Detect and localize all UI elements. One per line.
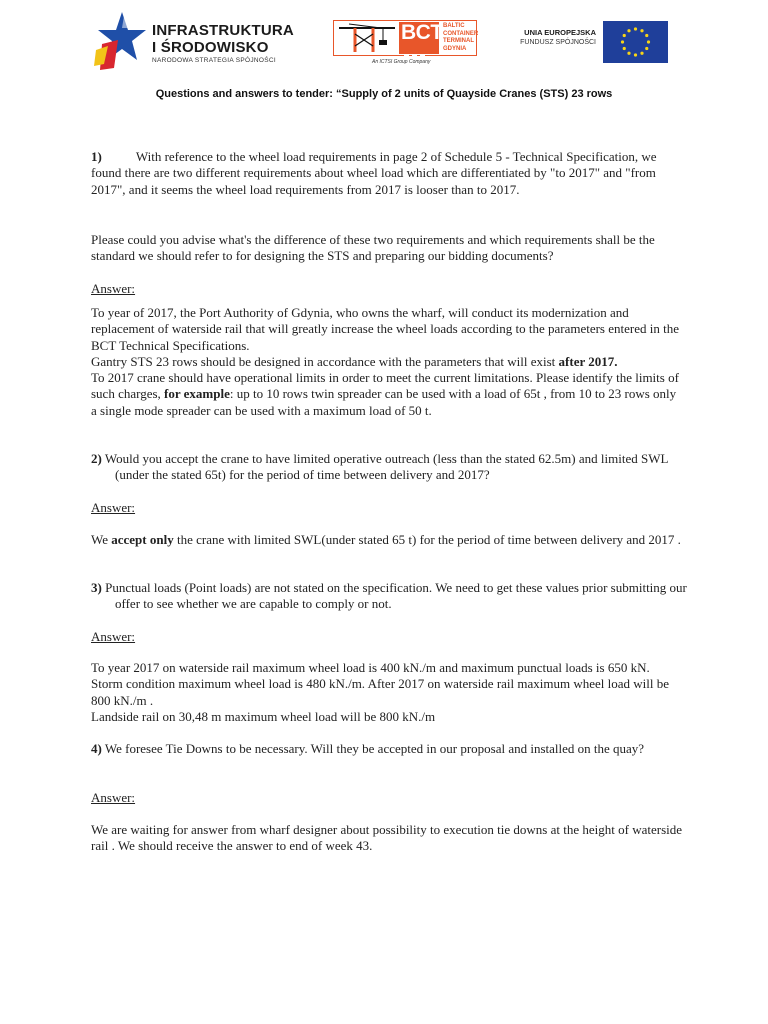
bct-mark: BCT [401, 21, 443, 44]
answer-text: We [91, 532, 112, 547]
bct-side-line: GDYNIA [443, 45, 467, 52]
answer-emphasis: for example [164, 386, 230, 402]
answer-text: To 2017 crane should have operational limits in order to meet the current limitations. Please identify the limits of such charges, [91, 370, 679, 402]
bct-side-text [443, 23, 478, 53]
eu-star [640, 29, 643, 32]
question-text: Punctual loads (Point loads) are not stated on the specification. We need to get these values prior submitting our offer to see whether we are capable to comply or not. [105, 580, 687, 612]
question-2 [91, 451, 705, 484]
answer-label: Answer: [91, 500, 136, 515]
answer-paragraph: To year 2017 on waterside rail maximum wheel load is 400 kN./m and maximum punctual loads is 650 kN. Storm condition maximum wheel load is 480 kN./m. After 2017 on waterside rail maximum wheel load will be 800 kN./m . [91, 660, 670, 708]
infrastruktura-logo [92, 10, 332, 72]
answer-3 [91, 660, 683, 725]
eu-star [634, 27, 637, 30]
answer-2 [91, 532, 683, 548]
answer-paragraph [91, 370, 683, 419]
eu-star [623, 47, 626, 50]
answer-paragraph: Landside rail on 30,48 m maximum wheel load will be 800 kN./m [91, 708, 436, 724]
answer-paragraph: We are waiting for answer from wharf designer about possibility to execution tie downs at the height of waterside rail . We should receive the answer to end of week 43. [91, 822, 683, 854]
eu-star [623, 34, 626, 37]
eu-label [512, 28, 596, 48]
question-1 [91, 149, 681, 198]
answer-emphasis: after 2017. [558, 353, 618, 369]
eu-star [640, 52, 643, 55]
infra-subtitle: NARODOWA STRATEGIA SPÓJNOŚCI [152, 57, 276, 64]
eu-line1: UNIA EUROPEJSKA [524, 28, 596, 37]
bct-side-line: TERMINAL [443, 38, 474, 44]
question-text: We foresee Tie Downs to be necessary. Will they be accepted in our proposal and installed on the quay? [104, 741, 645, 756]
bct-logo [333, 20, 477, 56]
question-number: 2) [91, 451, 102, 466]
question-1-followup: Please could you advise what's the difference of these two requirements and which requirements shall be the standard we should refer to for designing the STS and preparing our bidding documents? [91, 232, 655, 264]
bct-caption: An ICTSI Group Company [372, 59, 431, 65]
infra-star-logo-icon [92, 10, 148, 72]
document-title: Questions and answers to tender: “Supply of 2 units of Quayside Cranes (STS) 23 rows [155, 88, 613, 100]
eu-star [627, 29, 630, 32]
answer-text: : up to 10 rows twin spreader can be used with a load of 65t , from 10 to 23 rows only a single mode spreader can be used with a maximum load of 50 t. [91, 386, 677, 418]
question-3 [91, 580, 705, 613]
eu-star [634, 53, 637, 56]
bct-side-line: BALTIC [443, 23, 465, 29]
answer-paragraph [91, 354, 683, 370]
question-number: 3) [91, 580, 102, 595]
eu-flag-icon [603, 21, 668, 63]
answer-paragraph [91, 532, 683, 548]
infra-title-line2: I ŚRODOWISKO [152, 39, 269, 56]
answer-label: Answer: [91, 629, 136, 644]
infra-title-line1: INFRASTRUKTURA [152, 22, 294, 39]
bct-side-line: CONTAINER [443, 30, 479, 37]
eu-line2: FUNDUSZ SPÓJNOŚCI [520, 39, 596, 46]
eu-star [645, 47, 648, 50]
answer-4 [91, 822, 683, 855]
eu-star [647, 40, 650, 43]
eu-star [621, 40, 624, 43]
answer-text: the crane with limited SWL(under stated 65 t) for the period of time between delivery and 2017 . [173, 532, 681, 547]
eu-star [645, 34, 648, 37]
answer-paragraph: To year of 2017, the Port Authority of Gdynia, who owns the wharf, will conduct its modernization and replacement of waterside rail that will greatly increase the wheel loads according to the parameters entered in the BCT Technical Specifications. [91, 305, 679, 353]
question-4 [91, 741, 705, 757]
question-text: With reference to the wheel load requirements in page 2 of Schedule 5 - Technical Specification, we found there are two different requirements about wheel load which are differentiated by "to 2017" and "from 2017", and it seems the wheel load requirements from 2017 is looser than to 2017. [91, 149, 657, 197]
answer-1 [91, 305, 683, 419]
question-text: Would you accept the crane to have limited operative outreach (less than the stated 62.5m) and limited SWL (under the stated 65t) for the period of time between delivery and 2017? [104, 451, 668, 483]
question-number: 1) [91, 149, 102, 164]
question-number: 4) [91, 741, 102, 756]
answer-text: Gantry STS 23 rows should be designed in accordance with the parameters that will exist [91, 353, 559, 369]
eu-star [627, 52, 630, 55]
answer-label: Answer: [91, 790, 136, 805]
answer-label: Answer: [91, 281, 136, 296]
answer-emphasis: accept only [111, 532, 174, 547]
